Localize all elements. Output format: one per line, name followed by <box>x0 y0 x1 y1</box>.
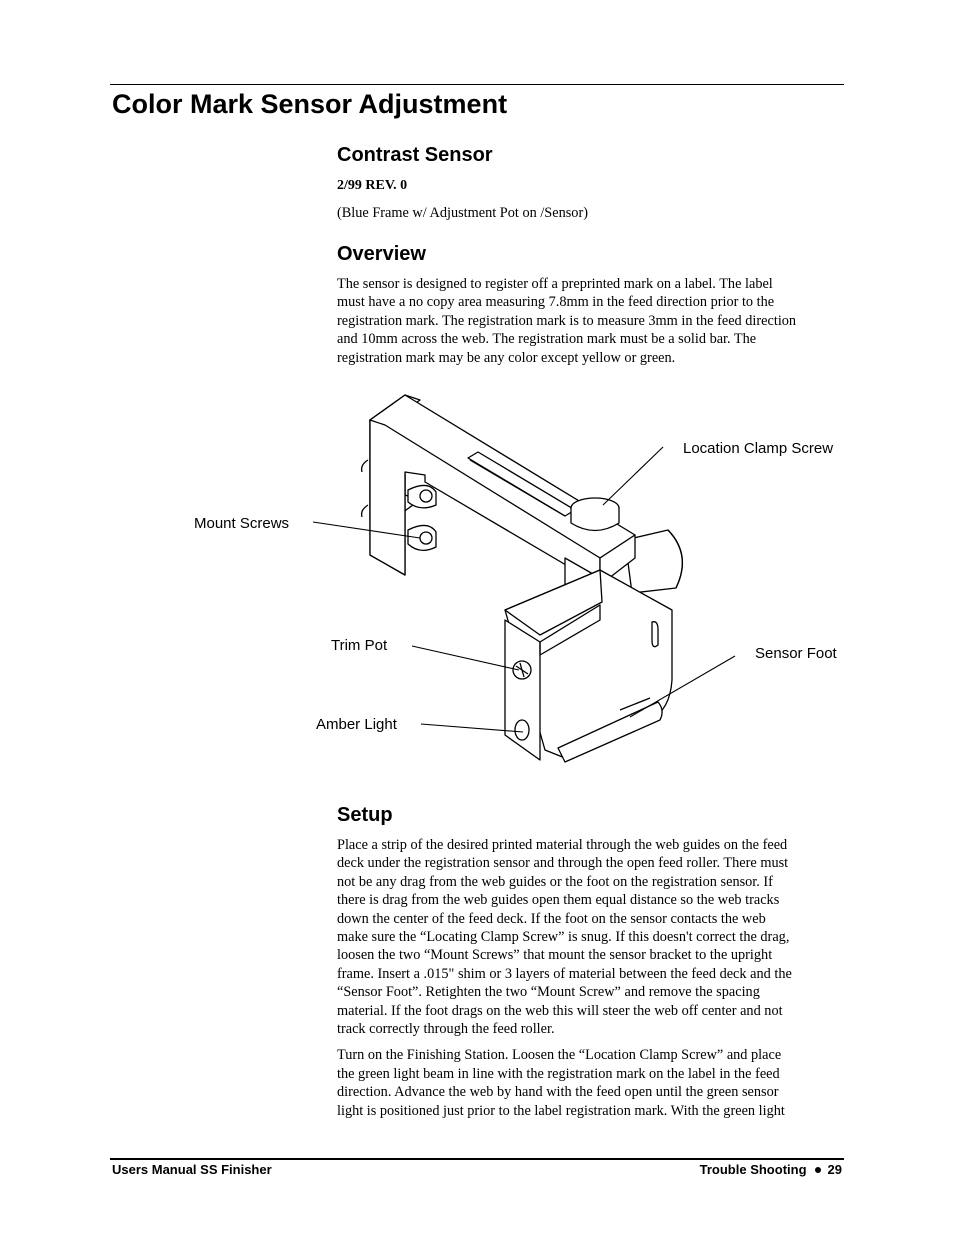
setup-line: frame. Insert a .015" shim or 3 layers of material between the feed deck and the <box>337 965 792 982</box>
header-rule <box>110 84 844 85</box>
overview-line: registration mark may be any color except yellow or green. <box>337 349 676 366</box>
footer-manual-title: Users Manual SS Finisher <box>112 1162 272 1177</box>
setup-line: not be any drag from the web guides or the foot on the registration sensor. If <box>337 873 773 890</box>
setup-line: material. If the foot drags on the web this will steer the web off center and not <box>337 1002 783 1019</box>
location-clamp-screw-label: Location Clamp Screw <box>683 440 834 457</box>
mount-screws-label: Mount Screws <box>194 515 290 532</box>
setup-line: there is drag from the web guides open them equal distance so the web tracks <box>337 892 780 909</box>
setup-heading: Setup <box>337 804 393 826</box>
overview-heading: Overview <box>337 243 426 265</box>
overview-line: registration mark. The registration mark is to measure 3mm in the feed direction <box>337 312 797 329</box>
setup-line: loosen the two “Mount Screws” that mount the sensor bracket to the upright <box>337 947 773 964</box>
setup-line: down the center of the feed deck. If the foot on the sensor contacts the web <box>337 910 766 927</box>
bullet-icon <box>815 1167 821 1173</box>
setup-section <box>337 803 843 1120</box>
setup-paragraph-1 <box>337 836 843 1038</box>
revision-label: 2/99 REV. 0 <box>337 178 408 193</box>
setup-line: “Sensor Foot”. Retighten the two “Mount Screw” and remove the spacing <box>337 984 760 1001</box>
contrast-note: (Blue Frame w/ Adjustment Pot on /Sensor) <box>337 205 588 221</box>
contrast-section <box>337 143 843 222</box>
page-number: 29 <box>827 1162 842 1177</box>
sensor-diagram <box>180 380 860 780</box>
footer-section: Trouble Shooting <box>699 1162 807 1177</box>
overview-line: and 10mm across the web. The registration mark must be a solid bar. The <box>337 331 757 348</box>
setup-paragraph-2 <box>337 1046 843 1120</box>
overview-line: The sensor is designed to register off a preprinted mark on a label. The label <box>337 276 773 292</box>
overview-line: must have a no copy area measuring 7.8mm in the feed direction prior to the <box>337 294 775 311</box>
setup-line: Place a strip of the desired printed material through the web guides on the feed <box>337 837 788 853</box>
footer-section-page <box>700 1162 842 1178</box>
setup-line: the green light beam in line with the registration mark on the label in the feed <box>337 1065 780 1082</box>
amber-light-label: Amber Light <box>316 716 397 733</box>
setup-line: Turn on the Finishing Station. Loosen the “Location Clamp Screw” and place <box>337 1047 782 1064</box>
page-title: Color Mark Sensor Adjustment <box>112 89 508 119</box>
overview-section <box>337 242 843 367</box>
setup-line: deck under the registration sensor and through the open feed roller. There must <box>337 855 789 872</box>
sensor-foot-label: Sensor Foot <box>755 645 837 662</box>
setup-line: make sure the “Locating Clamp Screw” is snug. If this doesn't correct the drag, <box>337 929 790 946</box>
trim-pot-label: Trim Pot <box>331 637 388 654</box>
footer-rule <box>110 1158 844 1160</box>
overview-paragraph <box>337 275 843 367</box>
setup-line: direction. Advance the web by hand with the feed open until the green sensor <box>337 1084 779 1101</box>
contrast-heading: Contrast Sensor <box>337 144 493 166</box>
setup-line: light is positioned just prior to the label registration mark. With the green light <box>337 1102 785 1119</box>
setup-line: track correctly through the feed roller. <box>337 1021 555 1038</box>
